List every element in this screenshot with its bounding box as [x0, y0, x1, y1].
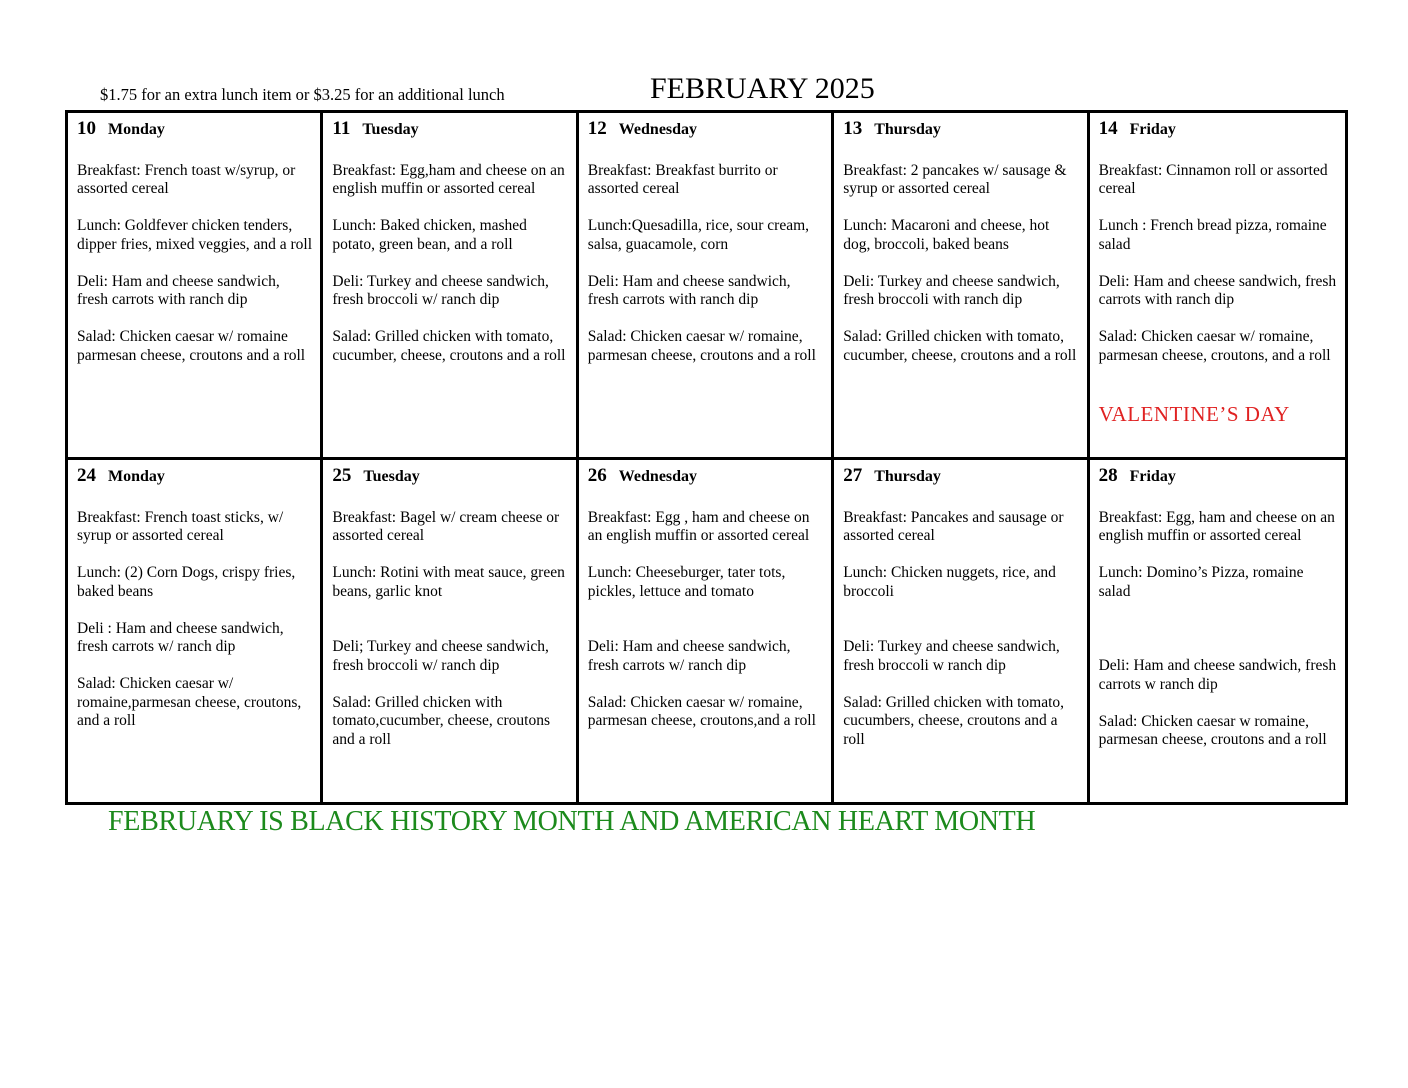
day-date: 10 [77, 118, 96, 139]
day-date: 25 [332, 465, 352, 486]
day-header [843, 465, 1078, 490]
day-name: Monday [108, 468, 165, 485]
day-cell-12 [579, 113, 834, 460]
menu-item: Breakfast: French toast sticks, w/ syrup or assorted cereal [77, 508, 284, 544]
menu-item: Deli: Turkey and cheese sandwich, fresh broccoli with ranch dip [843, 272, 1060, 308]
day-name: Friday [1129, 121, 1176, 138]
menu-item: Breakfast: 2 pancakes w/ sausage & syrup or assorted cereal [843, 161, 1067, 197]
menu-item: Deli: Ham and cheese sandwich, fresh carrots w/ ranch dip [587, 638, 791, 674]
menu-item: Lunch: Domino’s Pizza, romaine salad [1098, 564, 1304, 600]
day-cell-13 [834, 113, 1089, 460]
day-date: 27 [843, 465, 863, 486]
day-header [332, 118, 567, 143]
menu-table [65, 110, 1348, 805]
menu-item: Lunch: Macaroni and cheese, hot dog, broccoli, baked beans [843, 217, 1050, 253]
day-cell-14 [1090, 113, 1345, 460]
menu-item: Deli: Ham and cheese sandwich, fresh carrots with ranch dip [1098, 272, 1337, 308]
menu-item: Salad: Chicken caesar w/ romaine parmesan cheese, croutons and a roll [77, 328, 306, 364]
day-header [843, 118, 1078, 143]
day-menu [588, 162, 823, 366]
week-row-1 [68, 113, 1345, 460]
day-header [588, 118, 823, 143]
day-date: 14 [1098, 118, 1118, 139]
day-header [332, 465, 567, 490]
menu-item: Lunch: Goldfever chicken tenders, dipper fries, mixed veggies, and a roll [77, 217, 313, 253]
menu-item: Breakfast: Bagel w/ cream cheese or assorted cereal [332, 508, 560, 544]
day-date: 11 [332, 118, 351, 139]
day-cell-24 [68, 460, 323, 802]
menu-item: Breakfast: Pancakes and sausage or assorted cereal [843, 508, 1064, 544]
menu-item: Lunch: Chicken nuggets, rice, and broccoli [843, 564, 1056, 600]
menu-item: Deli: Turkey and cheese sandwich, fresh broccoli w/ ranch dip [332, 272, 549, 308]
day-cell-28 [1090, 460, 1345, 802]
day-cell-11 [323, 113, 578, 460]
week-row-2 [68, 460, 1345, 802]
menu-item: Deli; Turkey and cheese sandwich, fresh broccoli w/ ranch dip [332, 638, 549, 674]
day-name: Thursday [874, 468, 941, 485]
menu-item: Deli: Ham and cheese sandwich, fresh carrots w ranch dip [1098, 657, 1337, 693]
menu-item: Breakfast: Breakfast burrito or assorted cereal [587, 161, 778, 197]
menu-item: Salad: Grilled chicken with tomato, cucumber, cheese, croutons and a roll [332, 328, 566, 364]
day-header [1099, 118, 1337, 143]
menu-item: Breakfast: Egg , ham and cheese on an english muffin or assorted cereal [587, 508, 810, 544]
menu-item: Deli: Turkey and cheese sandwich, fresh broccoli w ranch dip [843, 638, 1060, 674]
menu-item: Lunch: Baked chicken, mashed potato, green bean, and a roll [332, 217, 527, 253]
day-cell-25 [323, 460, 578, 802]
menu-item: Salad: Grilled chicken with tomato,cucumber, cheese, croutons and a roll [332, 693, 550, 748]
menu-item: Breakfast: Egg, ham and cheese on an english muffin or assorted cereal [1098, 508, 1335, 544]
day-menu [1099, 162, 1337, 428]
day-date: 26 [587, 465, 607, 486]
day-header [77, 118, 312, 143]
day-menu [1099, 509, 1337, 750]
day-header [588, 465, 823, 490]
day-menu [843, 509, 1078, 750]
day-date: 12 [587, 118, 607, 139]
menu-item: Lunch: (2) Corn Dogs, crispy fries, baked beans [77, 564, 296, 600]
menu-item: Breakfast: Cinnamon roll or assorted cereal [1098, 161, 1328, 197]
menu-item: Deli: Ham and cheese sandwich, fresh carrots with ranch dip [77, 272, 280, 308]
day-header [1099, 465, 1337, 490]
day-name: Wednesday [618, 468, 698, 485]
day-date: 28 [1098, 465, 1118, 486]
day-menu [332, 162, 567, 366]
day-name: Wednesday [618, 121, 698, 138]
menu-item: Salad: Chicken caesar w/ romaine, parmesan cheese, croutons and a roll [587, 328, 816, 364]
menu-item: Salad: Chicken caesar w/ romaine, parmesan cheese, croutons,and a roll [587, 693, 816, 729]
page-title: FEBRUARY 2025 [650, 72, 875, 105]
menu-item: Deli : Ham and cheese sandwich, fresh carrots w/ ranch dip [77, 619, 284, 655]
menu-item: Salad: Grilled chicken with tomato, cucumber, cheese, croutons and a roll [843, 328, 1077, 364]
menu-item: Lunch:Quesadilla, rice, sour cream, salsa, guacamole, corn [587, 217, 810, 253]
menu-item: Deli: Ham and cheese sandwich, fresh carrots with ranch dip [587, 272, 791, 308]
day-name: Monday [108, 121, 165, 138]
day-menu [588, 509, 823, 731]
valentines-day-note: VALENTINE’S DAY [1098, 402, 1290, 426]
day-name: Thursday [874, 121, 941, 138]
day-date: 24 [77, 465, 96, 486]
menu-item: Salad: Chicken caesar w/ romaine,parmesan cheese, croutons, and a roll [77, 675, 302, 729]
day-name: Friday [1129, 468, 1176, 485]
menu-item: Salad: Grilled chicken with tomato, cucumbers, cheese, croutons and a roll [843, 693, 1065, 748]
day-menu [77, 509, 312, 731]
menu-item: Lunch: Rotini with meat sauce, green beans, garlic knot [332, 564, 565, 600]
day-name: Tuesday [362, 121, 419, 138]
menu-item: Breakfast: French toast w/syrup, or assorted cereal [77, 161, 296, 197]
day-date: 13 [843, 118, 863, 139]
price-note: $1.75 for an extra lunch item or $3.25 for an additional lunch [100, 85, 505, 104]
day-cell-26 [579, 460, 834, 802]
day-cell-27 [834, 460, 1089, 802]
day-menu [77, 162, 312, 366]
menu-item: Lunch : French bread pizza, romaine salad [1098, 217, 1327, 253]
day-name: Tuesday [363, 468, 420, 485]
menu-item: Breakfast: Egg,ham and cheese on an english muffin or assorted cereal [332, 161, 565, 197]
day-menu [843, 162, 1078, 366]
menu-item: Salad: Chicken caesar w romaine, parmesan cheese, croutons and a roll [1098, 712, 1327, 748]
day-cell-10 [68, 113, 323, 460]
menu-item: Lunch: Cheeseburger, tater tots, pickles, lettuce and tomato [587, 564, 786, 600]
footer-banner: FEBRUARY IS BLACK HISTORY MONTH AND AMERICAN HEART MONTH [108, 806, 1036, 837]
day-menu [332, 509, 567, 750]
menu-item: Salad: Chicken caesar w/ romaine, parmesan cheese, croutons, and a roll [1098, 328, 1331, 364]
day-header [77, 465, 312, 490]
